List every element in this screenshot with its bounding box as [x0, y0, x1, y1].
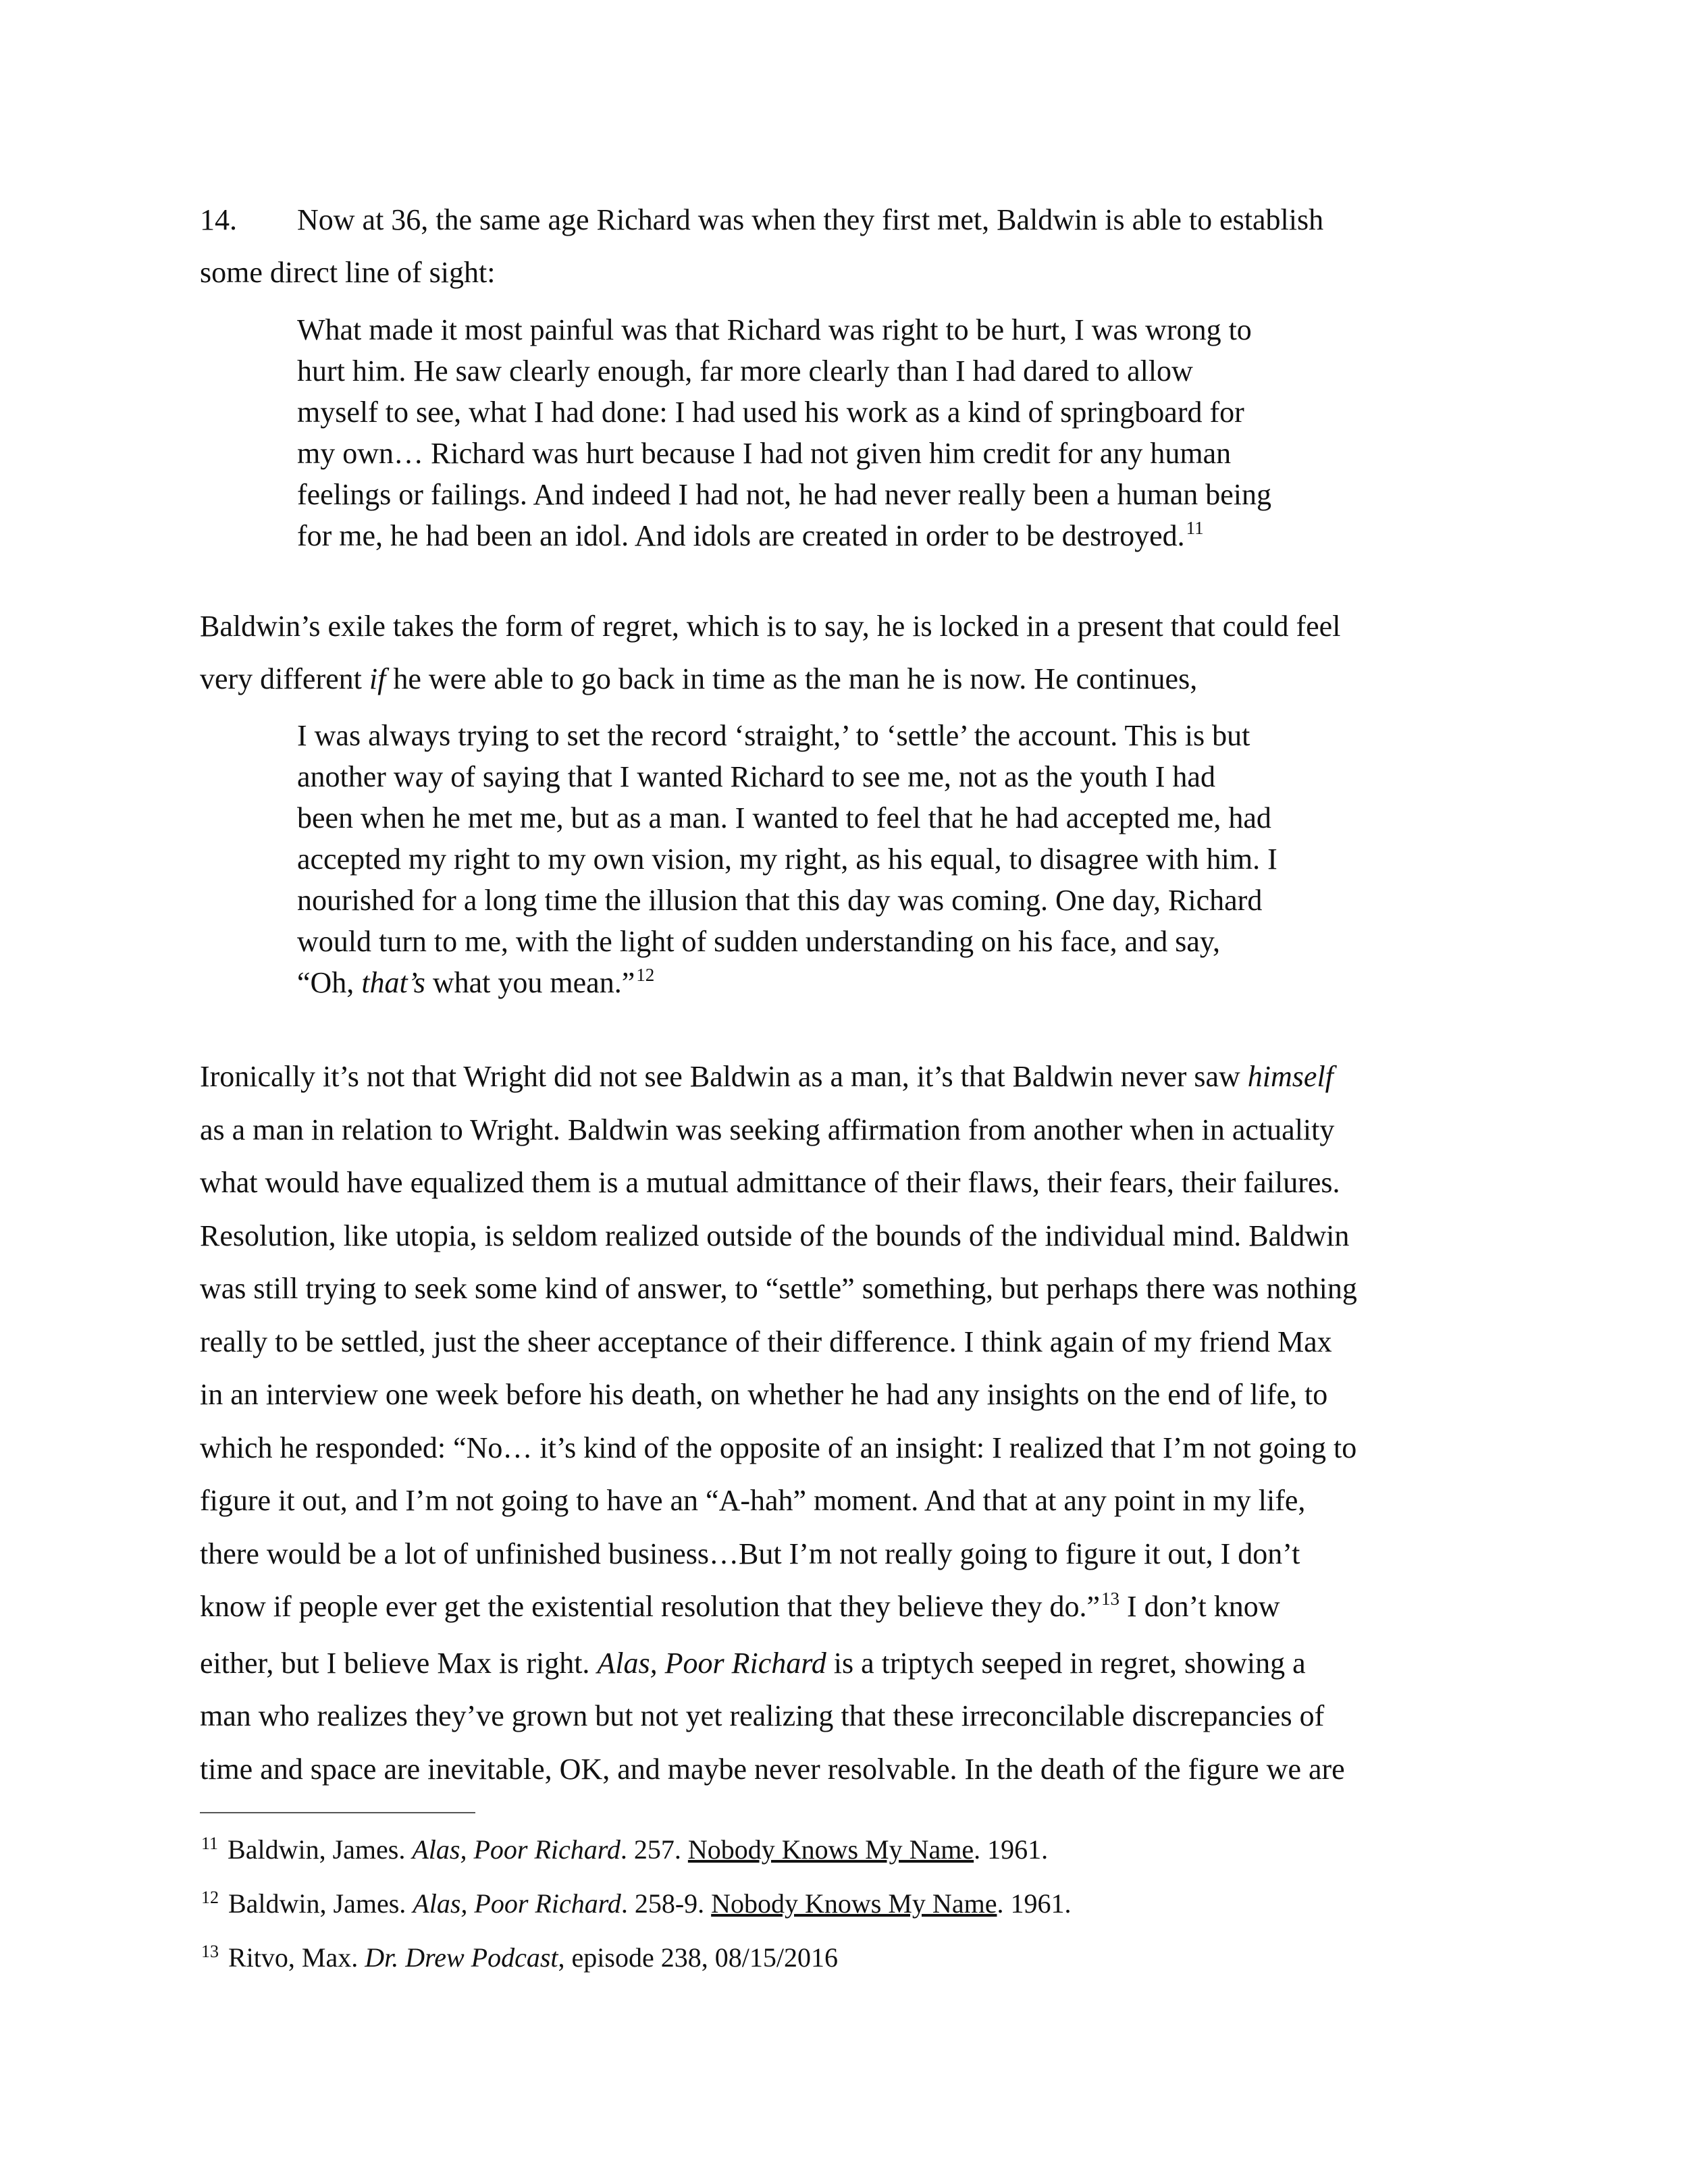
block-quote-2 — [297, 715, 1431, 1007]
text-run: . 1961. — [974, 1834, 1049, 1865]
para3-line: there would be a lot of unfinished business…But I’m not really going to figure it out, I don’t — [200, 1537, 1300, 1570]
para2-line-1: Baldwin’s exile takes the form of regret, which is to say, he is locked in a present that could feel — [200, 610, 1341, 643]
quote2-line: I was always trying to set the record ‘straight,’ to ‘settle’ the account. This is but — [297, 719, 1250, 752]
quote1-line: feelings or failings. And indeed I had not, he had never really been a human being — [297, 478, 1271, 511]
block-quote-1 — [297, 309, 1431, 560]
text-run: . 258-9. — [621, 1888, 712, 1919]
quote1-line-text: for me, he had been an idol. And idols are created in order to be destroyed. — [297, 519, 1185, 552]
text-run: I don’t know — [1119, 1590, 1280, 1623]
para3-line: as a man in relation to Wright. Baldwin was seeking affirmation from another when in actuality — [200, 1113, 1335, 1146]
footnote-number: 13 — [201, 1942, 219, 1961]
text-run: , episode 238, 08/15/2016 — [558, 1942, 838, 1973]
quote2-line: another way of saying that I wanted Richard to see me, not as the youth I had — [297, 760, 1215, 793]
quote2-line: been when he met me, but as a man. I wanted to feel that he had accepted me, had — [297, 801, 1271, 834]
quote2-last-line — [297, 962, 1431, 1007]
text-run: very different — [200, 662, 369, 695]
para3-line: man who realizes they’ve grown but not yet realizing that these irreconcilable discrepancies of — [200, 1699, 1325, 1732]
footnote-12 — [200, 1888, 1071, 1919]
quote1-line: my own… Richard was hurt because I had not given him credit for any human — [297, 437, 1232, 470]
italic-run: Alas, Poor Richard — [597, 1646, 826, 1680]
intro-line-2: some direct line of sight: — [200, 256, 496, 289]
italic-run: that’s — [361, 966, 425, 999]
footnote-reference: 13 — [1101, 1589, 1120, 1609]
quote1-line: What made it most painful was that Richard was right to be hurt, I was wrong to — [297, 313, 1252, 346]
intro-line-1: Now at 36, the same age Richard was when they first met, Baldwin is able to establish — [297, 203, 1324, 236]
text-run: . 257. — [620, 1834, 688, 1865]
underlined-title: Nobody Knows My Name — [687, 1834, 974, 1865]
footnote-reference: 11 — [1186, 518, 1204, 538]
text-run: Ritvo, Max. — [221, 1942, 365, 1973]
italic-run: Alas, Poor Richard — [412, 1834, 621, 1865]
quote1-line: hurt him. He saw clearly enough, far more clearly than I had dared to allow — [297, 354, 1193, 388]
para2-line-2 — [200, 662, 1197, 696]
para3-line — [200, 1580, 1503, 1637]
footnote-separator — [200, 1812, 475, 1813]
para3-line: really to be settled, just the sheer acceptance of their difference. I think again of my friend Max — [200, 1325, 1332, 1358]
para3-line: figure it out, and I’m not going to have an “A-hah” moment. And that at any point in my life, — [200, 1484, 1306, 1517]
footnote-number: 11 — [201, 1834, 219, 1853]
para3-line: time and space are inevitable, OK, and maybe never resolvable. In the death of the figure we are — [200, 1752, 1345, 1786]
text-run: “Oh, — [297, 966, 362, 999]
footnote-11 — [200, 1834, 1048, 1865]
quote2-line: nourished for a long time the illusion that this day was coming. One day, Richard — [297, 884, 1263, 917]
quote2-line: accepted my right to my own vision, my right, as his equal, to disagree with him. I — [297, 843, 1277, 876]
para3 — [200, 1050, 1503, 1796]
text-run: Ironically it’s not that Wright did not see Baldwin as a man, it’s that Baldwin never saw — [200, 1060, 1248, 1093]
quote1-line: myself to see, what I had done: I had used his work as a kind of springboard for — [297, 396, 1244, 429]
text-run: Baldwin, James. — [221, 1834, 413, 1865]
underlined-title: Nobody Knows My Name — [711, 1888, 997, 1919]
text-run: is a triptych seeped in regret, showing a — [826, 1646, 1306, 1680]
para3-line — [200, 1637, 1503, 1690]
footnote-13 — [200, 1942, 838, 1973]
text-run: either, but I believe Max is right. — [200, 1646, 598, 1680]
quote2-line: would turn to me, with the light of sudden understanding on his face, and say, — [297, 925, 1221, 958]
italic-run: Alas, Poor Richard — [413, 1888, 621, 1919]
paragraph-number: 14. — [200, 203, 237, 236]
italic-run: Dr. Drew Podcast — [365, 1942, 558, 1973]
para3-line: which he responded: “No… it’s kind of the opposite of an insight: I realized that I’m not going to — [200, 1431, 1357, 1464]
para3-line: was still trying to seek some kind of answer, to “settle” something, but perhaps there was nothing — [200, 1272, 1357, 1305]
text-run: he were able to go back in time as the man he is now. He continues, — [386, 662, 1198, 695]
text-run: know if people ever get the existential resolution that they believe they do.” — [200, 1590, 1101, 1623]
text-run: . 1961. — [997, 1888, 1072, 1919]
footnote-reference: 12 — [636, 965, 655, 985]
footnote-number: 12 — [201, 1888, 219, 1907]
italic-run: himself — [1247, 1060, 1334, 1093]
para3-line — [200, 1050, 1503, 1104]
para3-line: in an interview one week before his death, on whether he had any insights on the end of life, to — [200, 1378, 1328, 1411]
quote1-last-line — [297, 515, 1431, 560]
text-run: Baldwin, James. — [221, 1888, 413, 1919]
para3-line: Resolution, like utopia, is seldom realized outside of the bounds of the individual mind. Baldwin — [200, 1219, 1350, 1252]
text-run: what you mean.” — [425, 966, 635, 999]
italic-run: if — [369, 662, 386, 695]
para3-line: what would have equalized them is a mutual admittance of their flaws, their fears, their failures. — [200, 1166, 1340, 1199]
